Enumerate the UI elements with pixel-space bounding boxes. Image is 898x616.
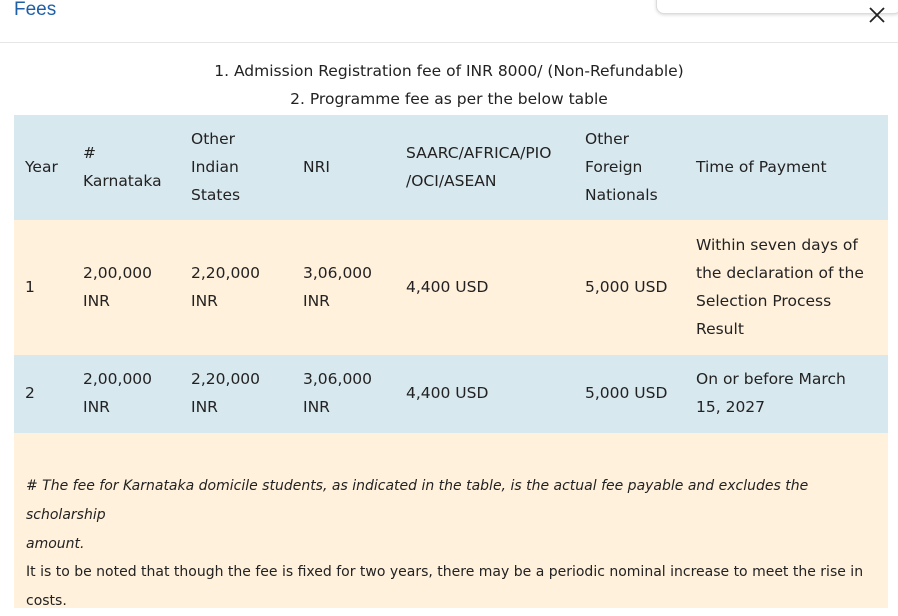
header-other-states: Other Indian States — [191, 130, 241, 204]
cell-karnataka: 2,00,000 INR — [83, 370, 153, 416]
page-title: Fees — [14, 0, 57, 20]
notes-section — [14, 433, 888, 608]
header-nri: NRI — [303, 158, 330, 176]
cell-nri: 3,06,000 INR — [303, 264, 373, 310]
header-foreign: Other Foreign Nationals — [585, 130, 658, 204]
programme-fee-text: 2. Programme fee as per the below table — [290, 90, 608, 108]
header-year: Year — [25, 158, 58, 176]
cell-other-states: 2,20,000 INR — [191, 264, 261, 310]
cell-karnataka: 2,00,000 INR — [83, 264, 153, 310]
cell-time-of-payment: On or before March 15, 2027 — [696, 370, 846, 416]
cell-year: 1 — [25, 278, 35, 296]
cell-time-of-payment: Within seven days of the declaration of the Selection Process Result — [696, 236, 864, 338]
fee-increase-note: It is to be noted that though the fee is fixed for two years, there may be a periodic nominal increase to meet the rise in costs. — [26, 564, 864, 609]
karnataka-fee-note: # The fee for Karnataka domicile students, as indicated in the table, is the actual fee payable and excludes the scholarship amount. — [26, 478, 809, 552]
table-row — [14, 220, 888, 355]
cell-nri: 3,06,000 INR — [303, 370, 373, 416]
table-row — [14, 355, 888, 433]
cell-other-states: 2,20,000 INR — [191, 370, 261, 416]
close-button[interactable] — [866, 2, 888, 24]
header-karnataka: # Karnataka — [83, 144, 162, 190]
header-time-of-payment: Time of Payment — [696, 158, 827, 176]
cell-foreign: 5,000 USD — [585, 384, 668, 402]
table-header-row — [14, 115, 888, 220]
close-icon — [866, 2, 888, 24]
registration-fee-text: 1. Admission Registration fee of INR 8000/ (Non-Refundable) — [214, 62, 684, 80]
header-saarc: SAARC/AFRICA/PIO /OCI/ASEAN — [406, 144, 552, 190]
cell-saarc: 4,400 USD — [406, 278, 489, 296]
cell-year: 2 — [25, 384, 35, 402]
dropdown-panel-edge — [656, 0, 898, 14]
cell-foreign: 5,000 USD — [585, 278, 668, 296]
cell-saarc: 4,400 USD — [406, 384, 489, 402]
